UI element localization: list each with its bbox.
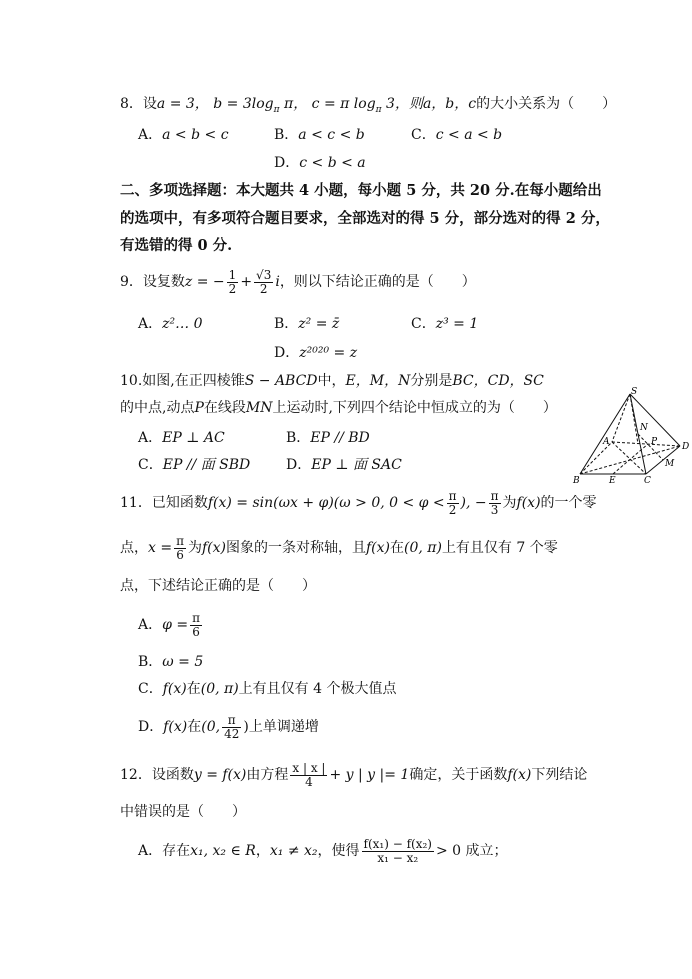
label-p: P	[651, 437, 658, 447]
label-s: S	[631, 387, 638, 397]
q8-a-def: a = 3，	[156, 96, 209, 112]
label-n: N	[640, 423, 648, 433]
q10-option-b[interactable]: B．EP // BD	[286, 430, 370, 446]
pyramid-figure	[572, 386, 692, 484]
label-c: C	[644, 476, 651, 484]
q10-option-a[interactable]: A．EP ⊥ AC	[138, 430, 225, 446]
q11-line3: 点，下述结论正确的是（ ）	[120, 578, 316, 594]
q9-frac-half: $\frac{1}{2}$	[228, 267, 237, 296]
label-e: E	[609, 476, 616, 484]
q8-c-def: c = π $\log_\pi 3$，则	[311, 96, 423, 115]
q9-option-d[interactable]: D．z²⁰²⁰ = z	[274, 345, 358, 361]
q8-tail: 的大小关系为（ ）	[476, 96, 617, 112]
q8-option-d[interactable]: D．c < b < a	[274, 155, 366, 171]
section2-line3: 有选错的得 0 分.	[120, 237, 233, 254]
q10-option-d[interactable]: D．EP ⊥ 面 SAC	[286, 457, 402, 473]
q9-option-a[interactable]: A．z²… 0	[138, 316, 203, 332]
section2-line2: 的选项中，有多项符合题目要求，全部选对的得 5 分，部分选对的得 2 分，	[120, 210, 610, 227]
section2-line1: 二、多项选择题：本大题共 4 小题，每小题 5 分，共 20 分.在每小题给出	[120, 182, 602, 199]
q11-option-a[interactable]: A．φ = $\frac{\pi}{6}$	[138, 610, 200, 639]
q11-line1: 11．已知函数f(x) = sin(ωx + φ)(ω > 0, 0 < φ < $\frac{\pi}{2}$ ), − $\frac{\pi}{3}$ 为f(x)的一个零	[120, 488, 597, 517]
edge-sb	[580, 394, 630, 474]
q11-option-b[interactable]: B．ω = 5	[138, 654, 204, 670]
q8-option-c[interactable]: C．c < a < b	[411, 127, 503, 143]
q8-b-def: $b = 3\log_\pi$ π，	[213, 96, 308, 115]
q11-option-c[interactable]: C．f(x)在(0, π)上有且仅有 4 个极大值点	[138, 681, 397, 697]
q9-stem: 9．设复数z = − $\frac{1}{2}$ + $\frac{√3}{2}$ i，则以下结论正确的是（ ）	[120, 267, 476, 296]
q11-line2: 点，x = $\frac{\pi}{6}$ 为f(x)图象的一条对称轴，且f(x)在(0, π)上有且仅有 7 个零	[120, 533, 558, 562]
q10-line2: 的中点,动点P在线段MN上运动时,下列四个结论中恒成立的为（ ）	[120, 400, 557, 416]
q8-vars: a，b，c	[422, 96, 477, 112]
label-b: B	[573, 476, 580, 484]
q8-number: 8．设	[120, 96, 157, 112]
q12-option-a[interactable]: A．存在x₁, x₂ ∈ R，x₁ ≠ x₂，使得 $\frac{\text{f(x₁) − f(x₂)}}{\text{x₁ − x₂}}$ > 0 成立；	[138, 836, 508, 865]
q11-option-d[interactable]: D．f(x)在(0, $\frac{\pi}{42}$ )上单调递增	[138, 712, 319, 741]
label-a: A	[603, 437, 610, 447]
q9-frac-root3-half: $\frac{√3}{2}$	[256, 267, 272, 296]
q12-line1: 12．设函数y = f(x)由方程 $\frac{x | x |}{4}$ + y | y |= 1确定，关于函数f(x)下列结论	[120, 760, 588, 789]
q10-line1: 10.如图,在正四棱锥S − ABCD中，E，M，N分别是BC，CD，SC	[120, 373, 544, 389]
q9-option-b[interactable]: B．z² = z̄	[274, 316, 340, 332]
q9-option-c[interactable]: C．z³ = 1	[411, 316, 479, 332]
q10-option-c[interactable]: C．EP // 面 SBD	[138, 457, 251, 473]
label-d: D	[682, 442, 690, 452]
label-m: M	[665, 459, 675, 469]
q8-stem	[120, 94, 616, 120]
q12-line2: 中错误的是（ ）	[120, 804, 246, 820]
q8-option-a[interactable]: A．a < b < c	[138, 127, 229, 143]
q8-option-b[interactable]: B．a < c < b	[274, 127, 365, 143]
